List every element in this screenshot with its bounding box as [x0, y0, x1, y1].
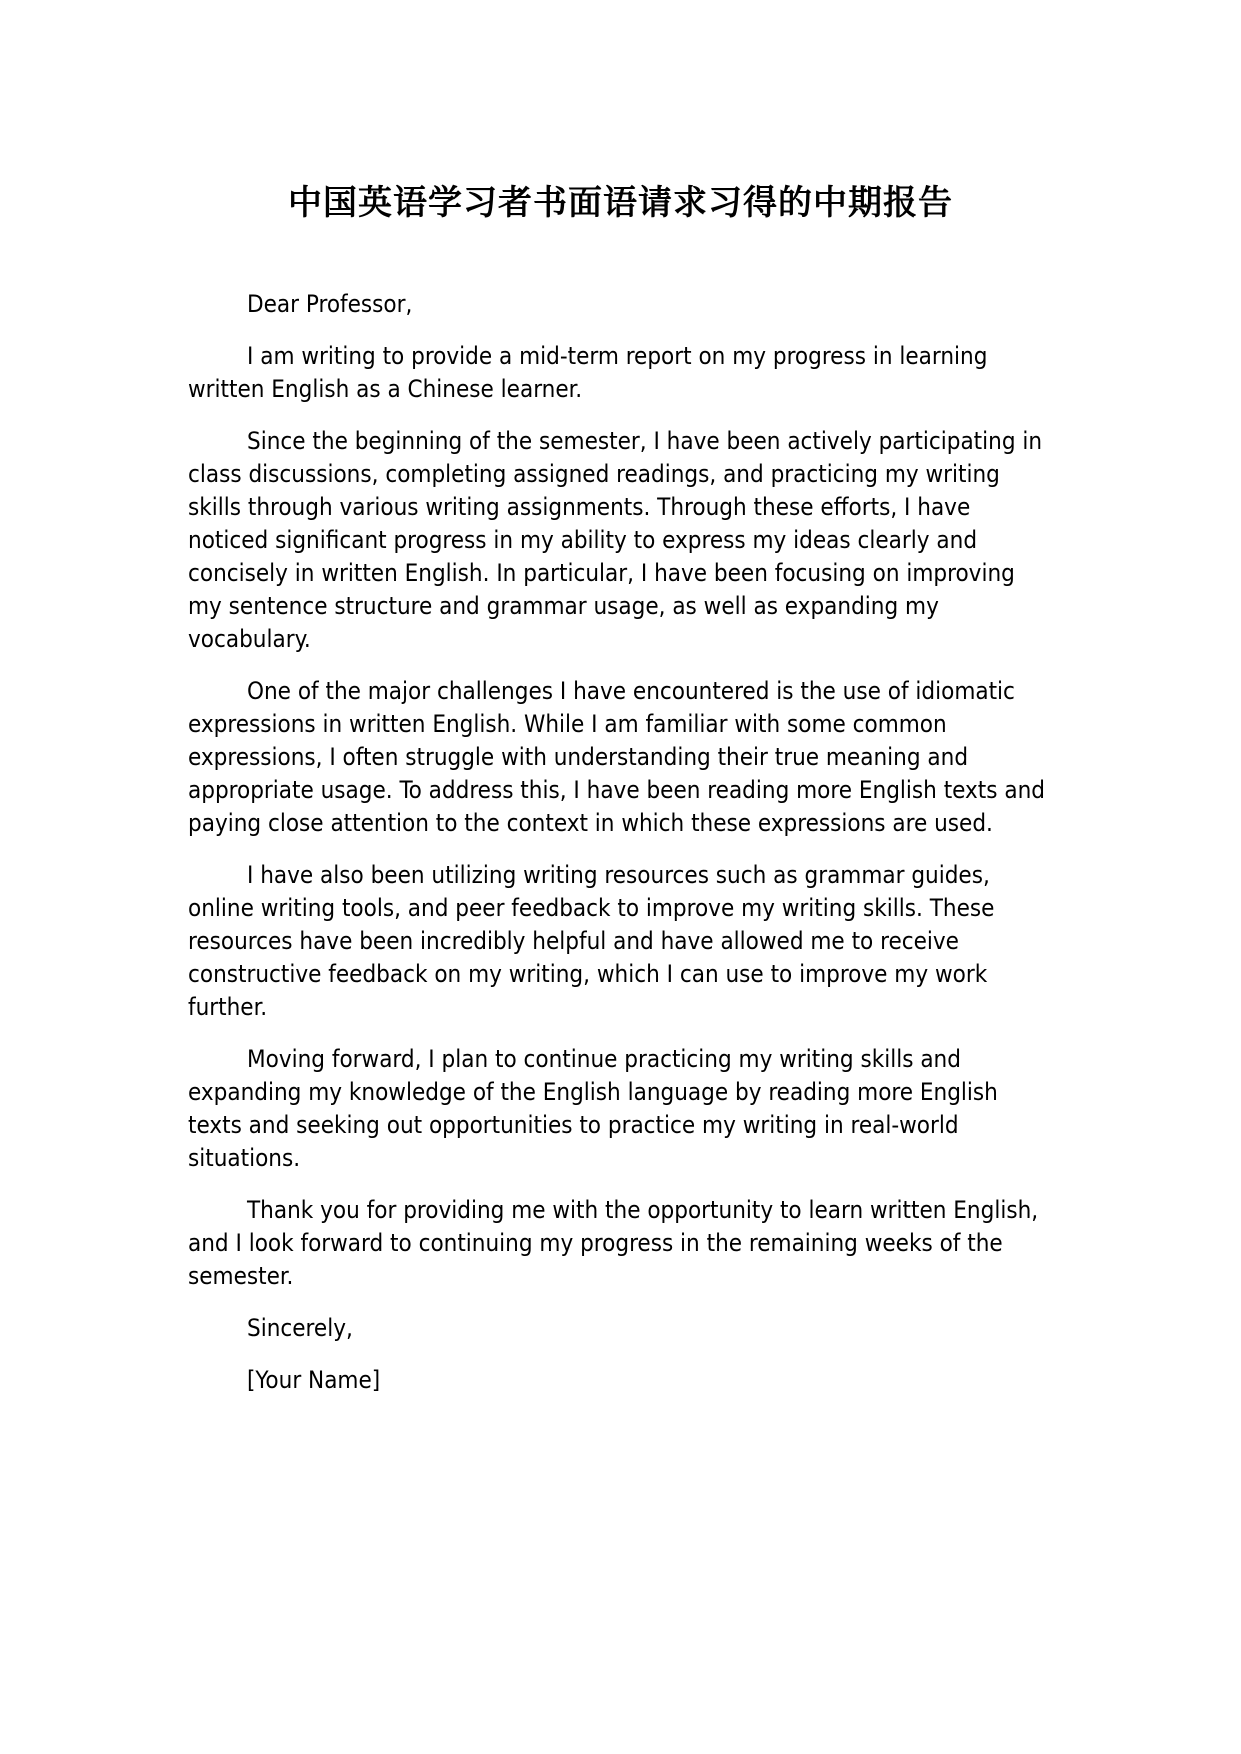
paragraph-plans: Moving forward, I plan to continue practicing my writing skills and expanding my knowledge of the English language by reading more English texts and seeking out opportunities to practice my writing in real-world situations. — [188, 1045, 998, 1172]
paragraph-thanks: Thank you for providing me with the opportunity to learn written English, and I look forward to continuing my progress in the remaining weeks of the semester. — [188, 1196, 1039, 1290]
paragraph-challenges: One of the major challenges I have encountered is the use of idiomatic expressions in written English. While I am familiar with some common expressions, I often struggle with understanding their true meaning and appropriate usage. To address this, I have been reading more English texts and paying close attention to the context in which these expressions are used. — [188, 677, 1045, 837]
paragraph-intro: I am writing to provide a mid-term report on my progress in learning written English as a Chinese learner. — [188, 342, 988, 403]
paragraph-resources: I have also been utilizing writing resources such as grammar guides, online writing tools, and peer feedback to improve my writing skills. These resources have been incredibly helpful and have allowed me to receive constructive feedback on my writing, which I can use to improve my work further. — [188, 861, 995, 1021]
signature: [Your Name] — [247, 1366, 381, 1394]
closing: Sincerely, — [247, 1314, 353, 1342]
salutation: Dear Professor, — [247, 290, 413, 318]
letter-body — [188, 288, 1048, 1416]
paragraph-progress: Since the beginning of the semester, I have been actively participating in class discussions, completing assigned readings, and practicing my writing skills through various writing assignments. Through these efforts, I have noticed significant progress in my ability to express my ideas clearly and concisely in written English. In particular, I have been focusing on improving my sentence structure and grammar usage, as well as expanding my vocabulary. — [188, 427, 1043, 653]
document-title: 中国英语学习者书面语请求习得的中期报告 — [288, 183, 953, 223]
